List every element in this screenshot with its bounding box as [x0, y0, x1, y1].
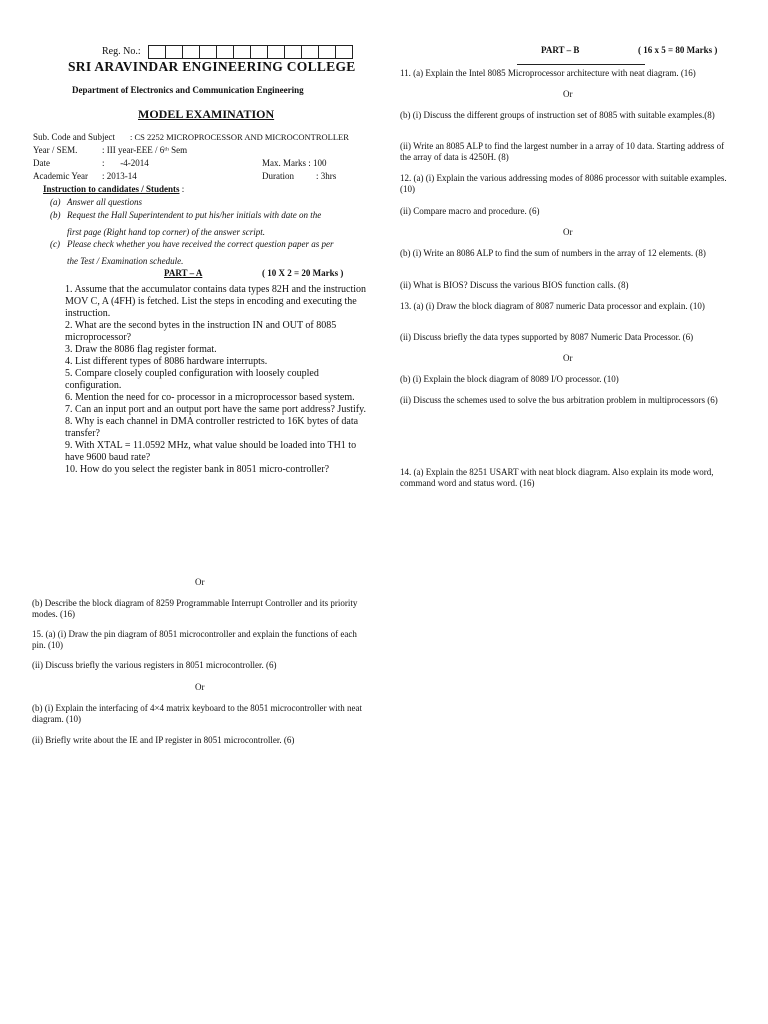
academic-year-label: Academic Year [33, 171, 88, 181]
year-label: Year / SEM. [33, 145, 78, 155]
question-13a-ii: (ii) Discuss briefly the data types supported by 8087 Numeric Data Processor. (6) [400, 332, 694, 342]
question-11b-i: (b) (i) Discuss the different groups of instruction set of 8085 with suitable examples.(8) [400, 110, 715, 120]
reg-no-box [336, 46, 352, 58]
reg-no-boxes [148, 45, 353, 59]
instructions-heading [43, 184, 184, 195]
reg-no-box [183, 46, 200, 58]
or-separator: Or [563, 89, 573, 99]
question-14a: 14. (a) Explain the 8251 USART with neat block diagram. Also explain its mode word, command word and status word. (16) [400, 467, 714, 488]
part-a-question: 9. With XTAL = 11.0592 MHz, what value should be loaded into TH1 to have 9600 baud rate? [65, 440, 357, 463]
instruction-b-cont: first page (Right hand top corner) of the answer script. [67, 227, 265, 237]
part-b-marks: ( 16 x 5 = 80 Marks ) [638, 45, 718, 55]
subject-value: : CS 2252 MICROPROCESSOR AND MICROCONTROLLER [130, 132, 349, 142]
instruction-c: (c) Please check whether you have received the correct question paper as per [50, 239, 334, 249]
instructions-heading-text: Instruction to candidates / Students [43, 184, 180, 194]
date-label: Date [33, 158, 50, 168]
question-15b-ii: (ii) Briefly write about the IE and IP register in 8051 microcontroller. (6) [32, 735, 295, 745]
question-13b-i: (b) (i) Explain the block diagram of 8089 I/O processor. (10) [400, 374, 619, 384]
part-a-question: 6. Mention the need for co- processor in a microprocessor based system. [65, 392, 355, 403]
reg-no-box [149, 46, 166, 58]
exam-title: MODEL EXAMINATION [138, 107, 275, 121]
or-separator: Or [195, 682, 205, 692]
reg-no-box [217, 46, 234, 58]
question-15b-i: (b) (i) Explain the interfacing of 4×4 matrix keyboard to the 8051 microcontroller with neat diagram. (10) [32, 703, 362, 724]
academic-year-value: : 2013-14 [102, 171, 137, 181]
reg-no-box [302, 46, 319, 58]
part-a-question: 1. Assume that the accumulator contains data types 82H and the instruction MOV C, A (4FH) is fetched. List the steps in encoding and executing the instruction. [65, 284, 367, 319]
or-separator: Or [563, 353, 573, 363]
part-a-question: 2. What are the second bytes in the instruction IN and OUT of 8085 microprocessor? [65, 320, 337, 343]
or-separator: Or [195, 577, 205, 587]
question-11b-ii: (ii) Write an 8085 ALP to find the largest number in a array of 10 data. Starting address of the array of data is 4250H. (8) [400, 141, 725, 162]
part-b-title: PART – B [541, 45, 580, 55]
max-marks: Max. Marks : 100 [262, 158, 327, 168]
part-b-underline [517, 64, 645, 65]
reg-no-box [166, 46, 183, 58]
reg-no-box [285, 46, 302, 58]
reg-no-box [319, 46, 336, 58]
instruction-a: (a) Answer all questions [50, 197, 143, 207]
part-a-question: 5. Compare closely coupled configuration with loosely coupled configuration. [65, 368, 319, 391]
part-a-question: 7. Can an input port and an output port have the same port address? Justify. [65, 404, 366, 415]
question-12a-i: 12. (a) (i) Explain the various addressing modes of 8086 processor with suitable examples. (10) [400, 173, 727, 194]
question-15a-ii: (ii) Discuss briefly the various registers in 8051 microcontroller. (6) [32, 660, 277, 670]
department-name: Department of Electronics and Communication Engineering [72, 85, 304, 95]
part-a-question: 3. Draw the 8086 flag register format. [65, 344, 217, 355]
part-a-question: 8. Why is each channel in DMA controller restricted to 16K bytes of data transfer? [65, 416, 359, 439]
instruction-c-cont: the Test / Examination schedule. [67, 256, 184, 266]
part-a-question: 4. List different types of 8086 hardware interrupts. [65, 356, 268, 367]
duration-value: : 3hrs [316, 171, 337, 181]
question-13a-i: 13. (a) (i) Draw the block diagram of 8087 numeric Data processor and explain. (10) [400, 301, 705, 311]
subject-label: Sub. Code and Subject [33, 132, 115, 142]
part-a-question: 10. How do you select the register bank in 8051 micro-controller? [65, 464, 330, 475]
question-14b: (b) Describe the block diagram of 8259 Programmable Interrupt Controller and its priority modes. (16) [32, 598, 358, 619]
or-separator: Or [563, 227, 573, 237]
question-12b-i: (b) (i) Write an 8086 ALP to find the sum of numbers in the array of 12 elements. (8) [400, 248, 706, 258]
reg-no-box [251, 46, 268, 58]
year-value: : III year-EEE / 6ᵗʰ Sem [102, 145, 188, 155]
reg-no-box [268, 46, 285, 58]
question-12a-ii: (ii) Compare macro and procedure. (6) [400, 206, 540, 216]
instructions-heading-colon: : [181, 184, 185, 194]
college-name: SRI ARAVINDAR ENGINEERING COLLEGE [68, 59, 356, 74]
question-11a: 11. (a) Explain the Intel 8085 Microprocessor architecture with neat diagram. (16) [400, 68, 696, 78]
reg-no-label: Reg. No.: [102, 46, 141, 57]
reg-no-box [234, 46, 251, 58]
date-value: : -4-2014 [102, 158, 149, 168]
question-15a-i: 15. (a) (i) Draw the pin diagram of 8051 microcontroller and explain the functions of each pin. (10) [32, 629, 357, 650]
part-a-questions [65, 284, 370, 476]
question-12b-ii: (ii) What is BIOS? Discuss the various BIOS function calls. (8) [400, 280, 629, 290]
reg-no-box [200, 46, 217, 58]
instruction-b: (b) Request the Hall Superintendent to put his/her initials with date on the [50, 210, 322, 220]
part-a-marks: ( 10 X 2 = 20 Marks ) [262, 268, 344, 278]
duration-label: Duration [262, 171, 294, 181]
question-13b-ii: (ii) Discuss the schemes used to solve the bus arbitration problem in multiprocessors (6) [400, 395, 718, 405]
part-a-title: PART – A [164, 268, 203, 278]
